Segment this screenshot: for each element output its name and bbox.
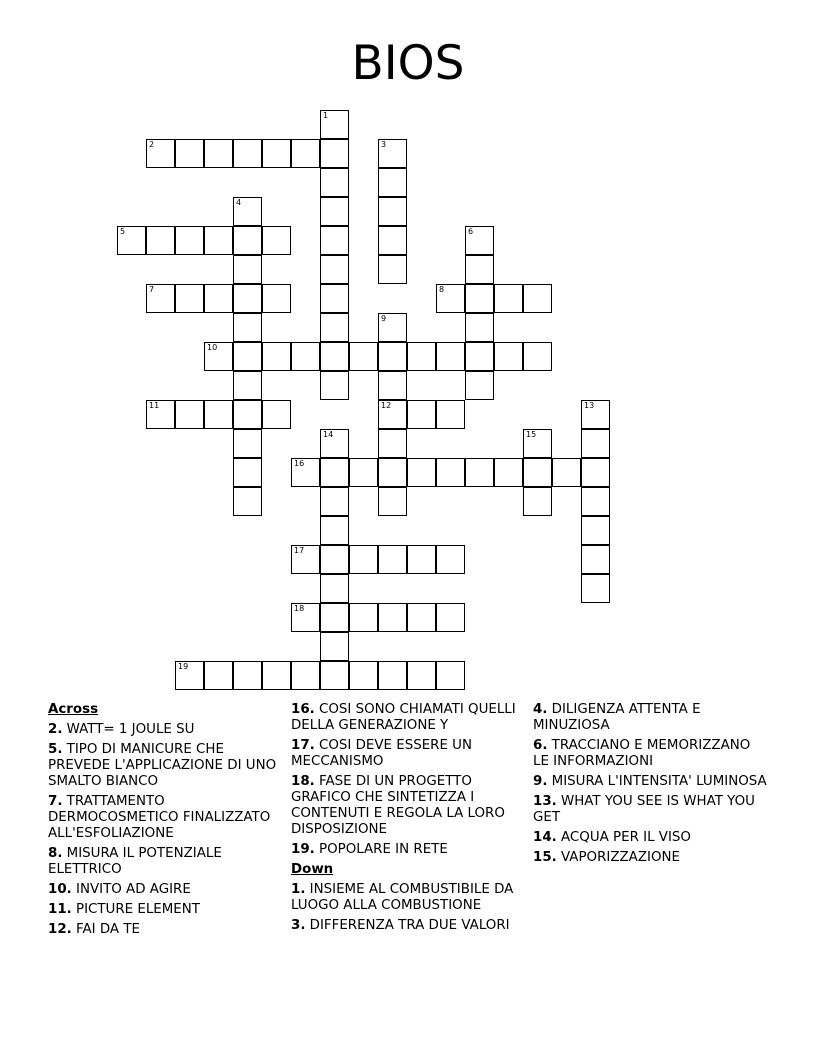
grid-cell[interactable] [262,342,291,371]
grid-cell[interactable] [291,342,320,371]
grid-cell[interactable] [117,226,146,255]
clue-number: 1. [291,882,306,897]
grid-cell[interactable] [175,400,204,429]
grid-cell[interactable] [349,603,378,632]
grid-cell[interactable] [291,458,320,487]
clue-text: TRATTAMENTO DERMOCOSMETICO FINALIZZATO ALL'ESFOLIAZIONE [48,794,271,841]
grid-cell[interactable] [378,139,407,168]
grid-cell[interactable] [320,168,349,197]
cell-number: 2 [149,140,155,149]
grid-cell[interactable] [436,545,465,574]
cell-number: 7 [149,285,155,294]
grid-cell[interactable] [320,429,349,458]
grid-cell[interactable] [320,255,349,284]
grid-cell[interactable] [465,342,494,371]
clue-down-13 [533,794,769,826]
clue-across-7 [48,794,284,842]
clue-number: 11. [48,902,72,917]
grid-cell[interactable] [204,139,233,168]
down-heading: Down [291,862,334,877]
clue-text: WHAT YOU SEE IS WHAT YOU GET [533,794,755,825]
grid-cell[interactable] [378,400,407,429]
grid-cell[interactable] [407,545,436,574]
grid-cell[interactable] [407,458,436,487]
grid-cell[interactable] [494,342,523,371]
cell-number: 18 [294,604,305,613]
grid-cell[interactable] [581,545,610,574]
cell-number: 17 [294,546,305,555]
clue-number: 10. [48,882,72,897]
grid-cell[interactable] [204,342,233,371]
grid-cell[interactable] [436,400,465,429]
grid-cell[interactable] [262,661,291,690]
clue-text: VAPORIZZAZIONE [561,850,680,865]
grid-cell[interactable] [320,516,349,545]
cell-number: 19 [178,662,189,671]
grid-cell[interactable] [581,400,610,429]
cell-number: 14 [323,430,334,439]
grid-cell[interactable] [436,603,465,632]
grid-cell[interactable] [465,255,494,284]
grid-cell[interactable] [581,487,610,516]
cell-number: 8 [439,285,445,294]
grid-cell[interactable] [320,342,349,371]
grid-cell[interactable] [233,342,262,371]
clue-number: 15. [533,850,557,865]
grid-cell[interactable] [465,226,494,255]
grid-cell[interactable] [378,168,407,197]
grid-cell[interactable] [407,603,436,632]
page-title: BIOS [351,36,465,91]
grid-cell[interactable] [378,603,407,632]
grid-cell[interactable] [320,110,349,139]
clue-text: FAI DA TE [76,922,140,937]
grid-cell[interactable] [146,139,175,168]
grid-cell[interactable] [320,284,349,313]
grid-cell[interactable] [320,313,349,342]
clue-number: 19. [291,842,315,857]
grid-cell[interactable] [146,284,175,313]
grid-cell[interactable] [378,487,407,516]
grid-cell[interactable] [233,197,262,226]
grid-cell[interactable] [436,342,465,371]
grid-cell[interactable] [204,284,233,313]
cell-number: 10 [207,343,218,352]
clue-number: 17. [291,738,315,753]
grid-cell[interactable] [320,603,349,632]
grid-cell[interactable] [233,371,262,400]
grid-cell[interactable] [465,458,494,487]
clue-across-18 [291,774,527,838]
cell-number: 13 [584,401,595,410]
grid-cell[interactable] [175,284,204,313]
clues-column-3 [533,702,769,870]
clue-text: DILIGENZA ATTENTA E MINUZIOSA [533,702,701,733]
clue-number: 18. [291,774,315,789]
grid-cell[interactable] [175,139,204,168]
clue-across-17 [291,738,527,770]
clue-text: TRACCIANO E MEMORIZZANO LE INFORMAZIONI [533,738,751,769]
grid-cell[interactable] [436,661,465,690]
clue-down-3 [291,918,527,934]
grid-cell[interactable] [204,226,233,255]
grid-cell[interactable] [523,429,552,458]
clue-down-1 [291,882,527,914]
cell-number: 11 [149,401,160,410]
clue-across-8 [48,846,284,878]
grid-cell[interactable] [320,458,349,487]
grid-cell[interactable] [291,661,320,690]
grid-cell[interactable] [291,545,320,574]
clue-text: POPOLARE IN RETE [319,842,448,857]
clue-down-14 [533,830,769,846]
grid-cell[interactable] [320,661,349,690]
across-heading: Across [48,702,99,717]
grid-cell[interactable] [320,197,349,226]
grid-cell[interactable] [465,284,494,313]
clue-across-16 [291,702,527,734]
grid-cell[interactable] [523,284,552,313]
grid-cell[interactable] [233,487,262,516]
clue-text: INSIEME AL COMBUSTIBILE DA LUOGO ALLA COMBUSTIONE [291,882,514,913]
clue-number: 9. [533,774,548,789]
clue-text: COSI DEVE ESSERE UN MECCANISMO [291,738,473,769]
grid-cell[interactable] [378,197,407,226]
clue-number: 16. [291,702,315,717]
grid-cell[interactable] [378,545,407,574]
grid-cell[interactable] [320,371,349,400]
clue-down-6 [533,738,769,770]
grid-cell[interactable] [233,400,262,429]
grid-cell[interactable] [146,400,175,429]
grid-cell[interactable] [523,458,552,487]
clue-number: 13. [533,794,557,809]
grid-cell[interactable] [378,313,407,342]
clue-text: DIFFERENZA TRA DUE VALORI [309,918,510,933]
grid-cell[interactable] [262,400,291,429]
grid-cell[interactable] [291,139,320,168]
clue-across-19 [291,842,527,858]
grid-cell[interactable] [233,661,262,690]
cell-number: 9 [381,314,387,323]
grid-cell[interactable] [233,255,262,284]
grid-cell[interactable] [204,400,233,429]
grid-cell[interactable] [262,284,291,313]
grid-cell[interactable] [523,487,552,516]
grid-cell[interactable] [407,661,436,690]
clue-down-4 [533,702,769,734]
grid-cell[interactable] [378,429,407,458]
clue-across-12 [48,922,284,938]
clue-number: 12. [48,922,72,937]
grid-cell[interactable] [494,284,523,313]
clues-column-1 [48,702,284,942]
grid-cell[interactable] [320,487,349,516]
grid-cell[interactable] [436,284,465,313]
clue-text: PICTURE ELEMENT [76,902,200,917]
cell-number: 4 [236,198,242,207]
grid-cell[interactable] [320,574,349,603]
clue-text: MISURA L'INTENSITA' LUMINOSA [551,774,767,789]
grid-cell[interactable] [378,226,407,255]
grid-cell[interactable] [320,226,349,255]
grid-cell[interactable] [378,342,407,371]
cell-number: 3 [381,140,387,149]
grid-cell[interactable] [175,226,204,255]
grid-cell[interactable] [349,545,378,574]
clue-down-9 [533,774,769,790]
grid-cell[interactable] [465,371,494,400]
clue-number: 5. [48,742,63,757]
grid-cell[interactable] [262,226,291,255]
grid-cell[interactable] [349,342,378,371]
clue-across-10 [48,882,284,898]
clue-text: MISURA IL POTENZIALE ELETTRICO [48,846,222,877]
grid-cell[interactable] [523,342,552,371]
grid-cell[interactable] [581,429,610,458]
grid-cell[interactable] [465,313,494,342]
clue-text: ACQUA PER IL VISO [561,830,691,845]
grid-cell[interactable] [349,458,378,487]
clue-down-15 [533,850,769,866]
clue-number: 6. [533,738,548,753]
grid-cell[interactable] [233,226,262,255]
cell-number: 6 [468,227,474,236]
clue-number: 4. [533,702,548,717]
grid-cell[interactable] [233,139,262,168]
clues-column-2 [291,702,527,938]
cell-number: 16 [294,459,305,468]
grid-cell[interactable] [320,139,349,168]
grid-cell[interactable] [378,255,407,284]
clue-number: 2. [48,722,63,737]
clue-across-2 [48,722,284,738]
clue-number: 7. [48,794,63,809]
cell-number: 1 [323,111,329,120]
clue-text: WATT= 1 JOULE SU [66,722,195,737]
clue-text: TIPO DI MANICURE CHE PREVEDE L'APPLICAZIONE DI UNO SMALTO BIANCO [48,742,277,789]
grid-cell[interactable] [349,661,378,690]
cell-number: 5 [120,227,126,236]
grid-cell[interactable] [378,458,407,487]
grid-cell[interactable] [407,342,436,371]
grid-cell[interactable] [436,458,465,487]
grid-cell[interactable] [262,139,291,168]
grid-cell[interactable] [233,458,262,487]
grid-cell[interactable] [233,429,262,458]
grid-cell[interactable] [233,313,262,342]
clue-number: 3. [291,918,306,933]
clue-text: COSI SONO CHIAMATI QUELLI DELLA GENERAZIONE Y [291,702,516,733]
grid-cell[interactable] [494,458,523,487]
grid-cell[interactable] [233,284,262,313]
grid-cell[interactable] [378,371,407,400]
grid-cell[interactable] [581,516,610,545]
grid-cell[interactable] [378,661,407,690]
clue-across-5 [48,742,284,790]
clue-text: FASE DI UN PROGETTO GRAFICO CHE SINTETIZZA I CONTENUTI E REGOLA LA LORO DISPOSIZIONE [291,774,505,837]
grid-cell[interactable] [146,226,175,255]
cell-number: 15 [526,430,537,439]
clue-number: 8. [48,846,63,861]
clue-across-11 [48,902,284,918]
cell-number: 12 [381,401,392,410]
grid-cell[interactable] [175,661,204,690]
grid-cell[interactable] [291,603,320,632]
grid-cell[interactable] [581,574,610,603]
grid-cell[interactable] [204,661,233,690]
grid-cell[interactable] [581,458,610,487]
grid-cell[interactable] [407,400,436,429]
grid-cell[interactable] [320,632,349,661]
grid-cell[interactable] [552,458,581,487]
clue-text: INVITO AD AGIRE [76,882,191,897]
clue-number: 14. [533,830,557,845]
grid-cell[interactable] [320,545,349,574]
